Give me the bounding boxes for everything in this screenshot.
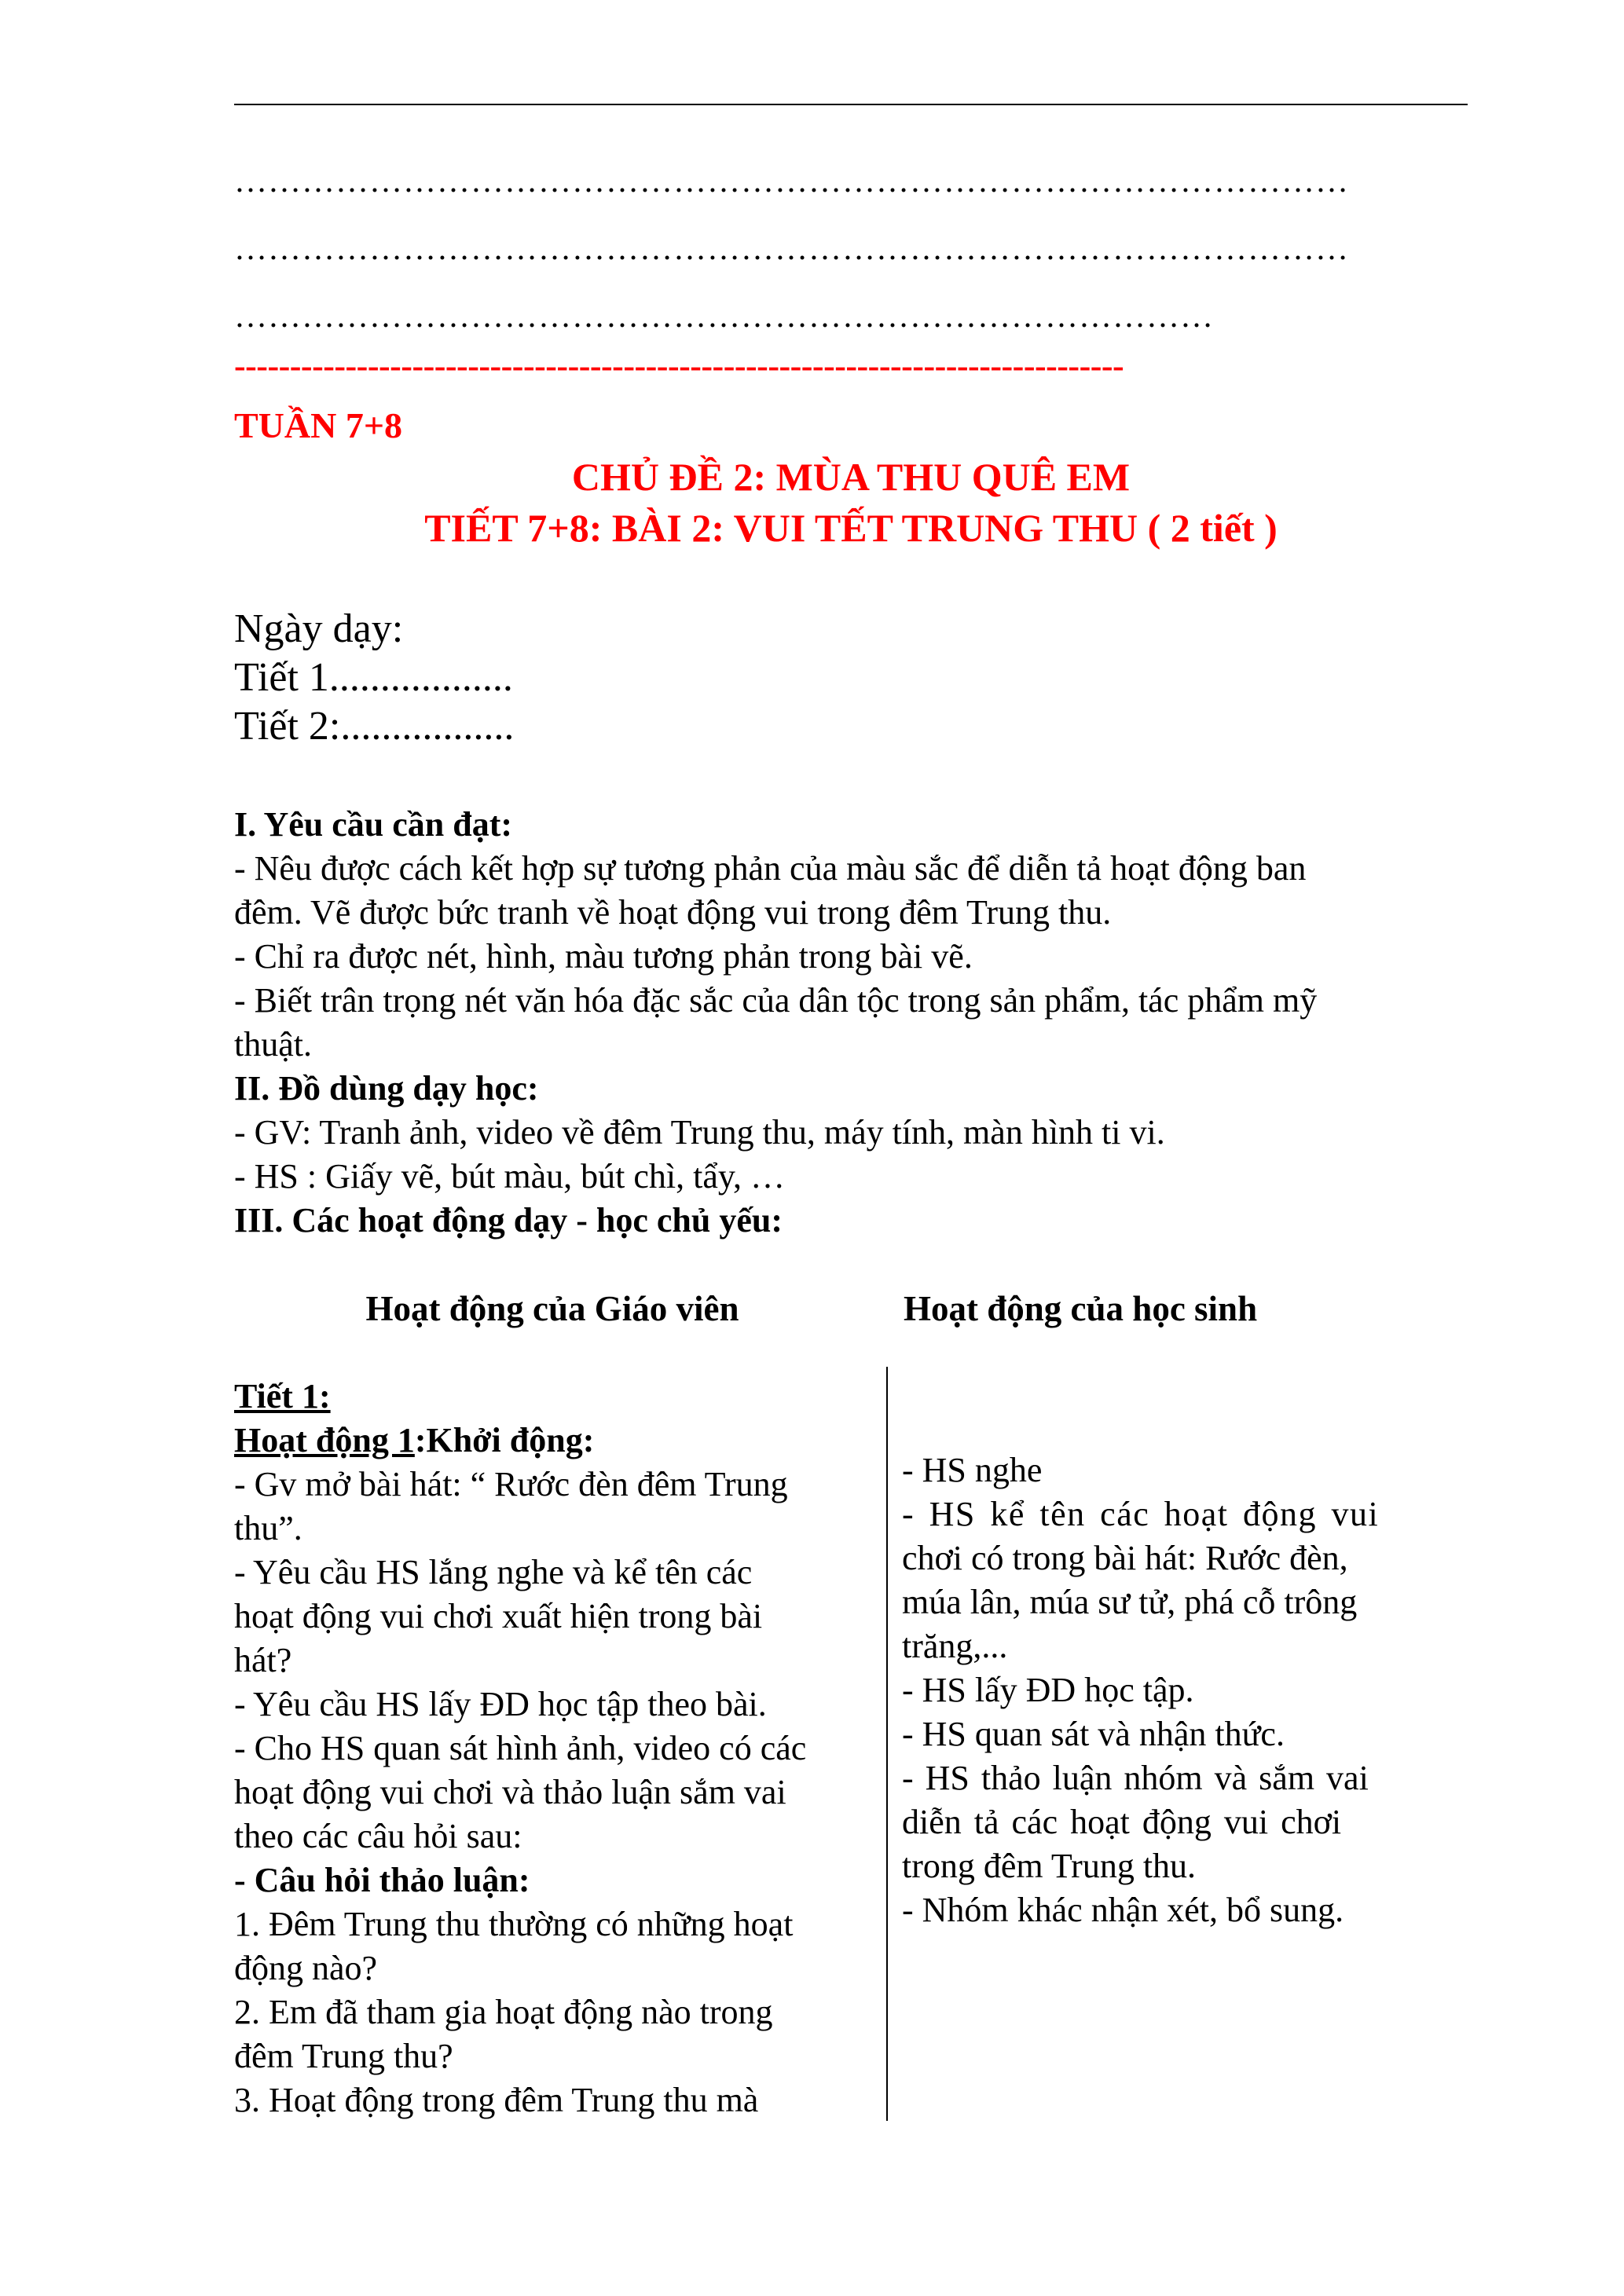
lesson-title: TIẾT 7+8: BÀI 2: VUI TẾT TRUNG THU ( 2 tiết ) <box>424 506 1278 550</box>
student-line: trong đêm Trung thu. <box>902 1847 1197 1885</box>
dotted-line-3: …………………………………………………………………………… <box>234 298 1214 335</box>
student-line: diễn tả các hoạt động vui chơi <box>902 1803 1342 1841</box>
teacher-activities <box>234 1375 874 2122</box>
student-line: - HS quan sát và nhận thức. <box>902 1715 1285 1753</box>
dotted-line-2: ……………………………………………………………………………………… <box>234 231 1349 267</box>
week-label: TUẦN 7+8 <box>234 405 403 445</box>
red-dash-separator: -------------------------------------------------------------------------------- <box>234 346 1124 385</box>
teacher-line: - Gv mở bài hát: “ Rước đèn đêm Trung <box>234 1465 788 1503</box>
teacher-line: theo các câu hỏi sau: <box>234 1817 522 1855</box>
activity-1-title: :Khởi động: <box>414 1421 595 1459</box>
period-1-line: Tiết 1.................. <box>234 655 513 700</box>
questions-heading: - Câu hỏi thảo luận: <box>234 1861 530 1899</box>
period-2-line: Tiết 2:................. <box>234 704 515 749</box>
student-line: - HS lấy ĐD học tập. <box>902 1671 1194 1709</box>
column-divider <box>886 1367 888 2121</box>
student-line: - Nhóm khác nhận xét, bổ sung. <box>902 1891 1344 1929</box>
teacher-line: thu”. <box>234 1509 302 1547</box>
question-line: 2. Em đã tham gia hoạt động nào trong <box>234 1993 773 2031</box>
materials-line: - HS : Giấy vẽ, bút màu, bút chì, tẩy, … <box>234 1157 786 1196</box>
student-line: - HS kể tên các hoạt động vui <box>902 1495 1380 1533</box>
materials-heading: II. Đồ dùng dạy học: <box>234 1069 539 1108</box>
student-line: chơi có trong bài hát: Rước đèn, <box>902 1539 1348 1577</box>
requirements-line: - Biết trân trọng nét văn hóa đặc sắc của dân tộc trong sản phẩm, tác phẩm mỹ <box>234 981 1318 1020</box>
topic-title: CHỦ ĐỀ 2: MÙA THU QUÊ EM <box>571 455 1131 499</box>
requirements-line: - Nêu được cách kết hợp sự tương phản của màu sắc để diễn tả hoạt động ban <box>234 849 1307 888</box>
teaching-date-label: Ngày dạy: <box>234 606 404 651</box>
question-line: 3. Hoạt động trong đêm Trung thu mà <box>234 2081 759 2119</box>
student-column-header: Hoạt động của học sinh <box>904 1289 1258 1328</box>
student-line: - HS nghe <box>902 1451 1043 1489</box>
requirements-line: - Chỉ ra được nét, hình, màu tương phản trong bài vẽ. <box>234 937 973 976</box>
teacher-line: hát? <box>234 1641 292 1679</box>
student-line: trăng,... <box>902 1627 1008 1665</box>
period-label: Tiết 1: <box>234 1377 331 1415</box>
student-line: múa lân, múa sư tử, phá cỗ trông <box>902 1583 1358 1621</box>
requirements-heading: I. Yêu cầu cần đạt: <box>234 805 513 844</box>
teacher-line: hoạt động vui chơi và thảo luận sắm vai <box>234 1773 786 1811</box>
activity-1-label: Hoạt động 1 <box>234 1421 415 1459</box>
student-activities <box>902 1448 1421 1932</box>
question-line: 1. Đêm Trung thu thường có những hoạt <box>234 1905 794 1943</box>
header-rule <box>234 104 1468 105</box>
teacher-line: - Yêu cầu HS lắng nghe và kể tên các <box>234 1553 753 1591</box>
question-line: đêm Trung thu? <box>234 2037 453 2075</box>
teacher-line: - Cho HS quan sát hình ảnh, video có các <box>234 1729 807 1767</box>
section-requirements <box>234 803 1468 1243</box>
teacher-line: - Yêu cầu HS lấy ĐD học tập theo bài. <box>234 1685 767 1723</box>
requirements-line: thuật. <box>234 1025 312 1064</box>
materials-line: - GV: Tranh ảnh, video về đêm Trung thu, máy tính, màn hình ti vi. <box>234 1113 1165 1152</box>
student-line: - HS thảo luận nhóm và sắm vai <box>902 1759 1369 1797</box>
teacher-column-header: Hoạt động của Giáo viên <box>365 1289 739 1328</box>
dotted-line-1: ……………………………………………………………………………………… <box>234 163 1349 200</box>
teacher-line: hoạt động vui chơi xuất hiện trong bài <box>234 1597 763 1635</box>
requirements-line: đêm. Vẽ được bức tranh về hoạt động vui trong đêm Trung thu. <box>234 893 1112 932</box>
question-line: động nào? <box>234 1949 378 1987</box>
activities-heading: III. Các hoạt động dạy - học chủ yếu: <box>234 1201 783 1240</box>
activity-1-heading <box>234 1419 874 1463</box>
